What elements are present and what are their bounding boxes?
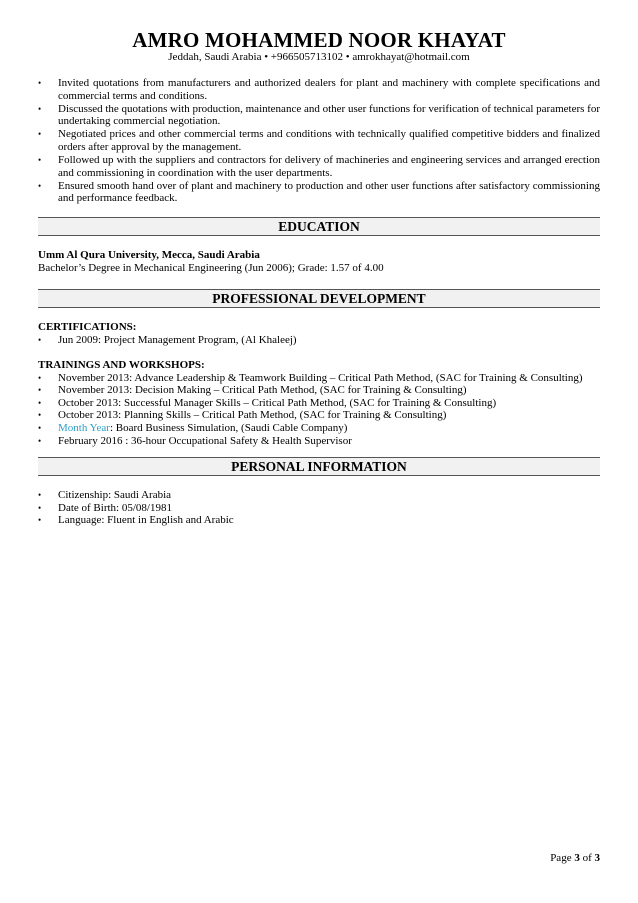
bullet-icon: • (38, 334, 42, 345)
bullet-icon: • (38, 490, 42, 500)
trainings-list (38, 372, 600, 448)
bullet-icon: • (38, 515, 42, 526)
bullet-icon: • (38, 78, 42, 88)
list-item: • October 2013: Successful Manager Skills – Critical Path Method, (SAC for Training & Consulting) (38, 396, 497, 409)
list-item: • Date of Birth: 05/08/1981 (38, 501, 172, 514)
bullet-icon: • (38, 103, 42, 114)
education-institution: Umm Al Qura University, Mecca, Saudi Arabia (38, 249, 260, 261)
bullet-icon: • (38, 502, 42, 513)
personal-information-heading: PERSONAL INFORMATION (38, 457, 600, 476)
list-item: • Month Year: Board Business Simulation, (Saudi Cable Company) (38, 421, 348, 434)
duties-list (38, 77, 600, 205)
list-item: • Citizenship: Saudi Arabia (38, 489, 172, 501)
list-item: • November 2013: Decision Making – Critical Path Method, (SAC for Training & Consulting) (38, 384, 467, 397)
bullet-icon: • (38, 129, 42, 140)
bullet-icon: • (38, 155, 42, 166)
list-item: • Negotiated prices and other commercial terms and conditions with technically qualified competitive bidders and finalized orders after approval by the management. (38, 128, 600, 153)
training-date-placeholder: Month Year (58, 421, 110, 434)
contact-line: Jeddah, Saudi Arabia • +966505713102 • amrokhayat@hotmail.com (168, 51, 470, 63)
certifications-list (38, 334, 600, 347)
bullet-icon: • (38, 397, 42, 408)
list-item: • Followed up with the suppliers and contractors for delivery of machineries and engineering services and arranged erection and commissioning in coordination with the user departments. (38, 154, 600, 179)
list-item: • Discussed the quotations with production, maintenance and other user functions for verification of technical parameters for undertaking commercial negotiation. (38, 102, 600, 128)
page-total: 3 (594, 852, 600, 864)
page-number: Page 3 of 3 (550, 852, 600, 864)
list-item: • Language: Fluent in English and Arabic (38, 514, 234, 527)
trainings-label: TRAININGS AND WORKSHOPS: (38, 359, 205, 371)
bullet-icon: • (38, 372, 42, 383)
personal-information-block (38, 489, 600, 527)
list-item: • October 2013: Planning Skills – Critical Path Method, (SAC for Training & Consulting) (38, 409, 447, 422)
bullet-icon: • (38, 180, 42, 191)
list-item: • Invited quotations from manufacturers and authorized dealers for plant and machinery with complete specifications and commercial terms and conditions. (38, 77, 600, 102)
bullet-icon: • (38, 385, 42, 396)
education-degree: Bachelor’s Degree in Mechanical Engineering (Jun 2006); Grade: 1.57 of 4.00 (38, 261, 384, 274)
personal-information-list (38, 489, 600, 527)
certifications-label: CERTIFICATIONS: (38, 321, 137, 333)
list-item: • Ensured smooth hand over of plant and machinery to production and other user functions after satisfactory commissioning and performance feedback. (38, 179, 600, 205)
bullet-icon: • (38, 435, 42, 446)
certifications-block (38, 321, 600, 346)
list-item: • February 2016 : 36-hour Occupational Safety & Health Supervisor (38, 434, 352, 447)
trainings-block (38, 359, 600, 447)
bullet-icon: • (38, 410, 42, 421)
education-heading: EDUCATION (38, 217, 600, 236)
education-block (38, 249, 600, 274)
list-item: • Jun 2009: Project Management Program, (Al Khaleej) (38, 333, 297, 346)
professional-development-heading: PROFESSIONAL DEVELOPMENT (38, 289, 600, 308)
list-item: • November 2013: Advance Leadership & Teamwork Building – Critical Path Method, (SAC for Training & Consulting) (38, 371, 583, 384)
bullet-icon: • (38, 422, 42, 433)
page-current: 3 (574, 852, 580, 864)
candidate-name: AMRO MOHAMMED NOOR KHAYAT (132, 28, 506, 52)
